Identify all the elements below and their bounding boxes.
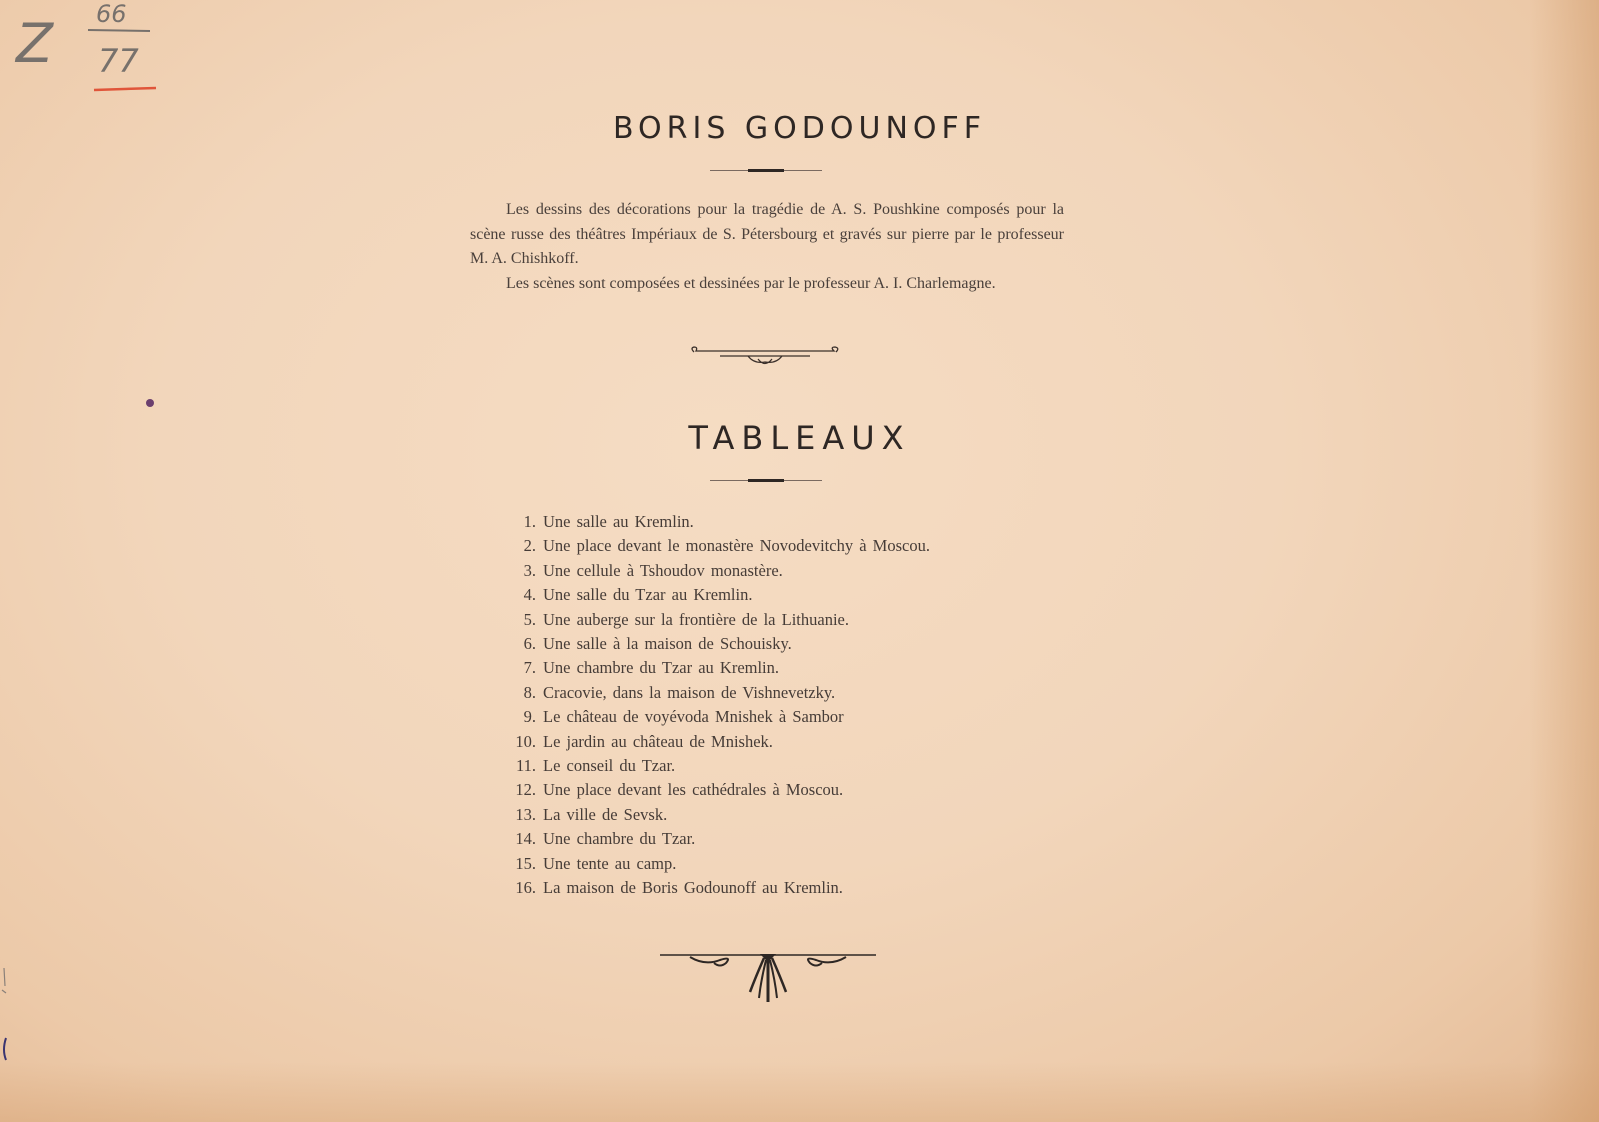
tableau-number: 16. [515, 878, 536, 898]
tableau-item [497, 827, 930, 851]
tableau-item [497, 681, 930, 705]
margin-stamp-fragment [0, 960, 20, 1070]
tableau-title: Cracovie, dans la maison de Vishnevetzky. [543, 682, 836, 702]
page-title: BORIS GODOUNOFF [612, 111, 987, 146]
tableau-number: 4. [523, 585, 536, 605]
tableau-title: Une place devant le monastère Novodevitchy à Moscou. [543, 536, 930, 556]
tableau-number: 15. [515, 853, 536, 873]
tableau-item [497, 876, 930, 900]
shelfmark-bottom: 77 [98, 42, 139, 80]
intro-text [470, 198, 1064, 296]
tableau-title: Une place devant les cathédrales à Moscou. [543, 780, 844, 800]
tableau-number: 9. [523, 707, 536, 727]
tableau-item [497, 754, 930, 778]
tableau-number: 6. [523, 634, 536, 654]
tableau-title: Le château de voyévoda Mnishek à Sambor [543, 707, 844, 727]
tableau-number: 12. [515, 780, 536, 800]
paper-edge-shading [1529, 0, 1599, 1122]
tableau-number: 3. [523, 560, 536, 580]
tableau-title: Une auberge sur la frontière de la Lithuanie. [543, 609, 849, 629]
tableau-item [497, 852, 930, 876]
tableaux-rule [710, 478, 822, 484]
tableau-title: La maison de Boris Godounoff au Kremlin. [543, 878, 843, 898]
tableaux-heading: TABLEAUX [688, 419, 911, 457]
tableau-item [497, 608, 930, 632]
tableau-title: Une chambre du Tzar. [543, 829, 696, 849]
tableau-title: Le conseil du Tzar. [543, 756, 676, 776]
tableaux-list [497, 510, 930, 901]
tableau-item [497, 534, 930, 558]
tableau-title: Une tente au camp. [543, 853, 677, 873]
tableau-item [497, 510, 930, 534]
tableau-title: Une cellule à Tshoudov monastère. [543, 560, 783, 580]
tableau-item [497, 583, 930, 607]
tableau-number: 14. [515, 829, 536, 849]
pencil-shelfmark [8, 0, 168, 100]
scroll-ornament [690, 344, 840, 370]
tableau-item [497, 803, 930, 827]
tableau-number: 13. [515, 804, 536, 824]
tableau-number: 1. [523, 512, 536, 531]
intro-paragraph-2: Les scènes sont composées et dessinées par le professeur A. I. Charlemagne. [506, 274, 996, 292]
tableau-title: La ville de Sevsk. [543, 804, 668, 824]
ink-dot [146, 399, 154, 407]
tableau-number: 5. [523, 609, 536, 629]
tableau-title: Une salle du Tzar au Kremlin. [543, 585, 753, 605]
tableau-title: Une chambre du Tzar au Kremlin. [543, 658, 780, 678]
tableau-number: 10. [515, 731, 536, 751]
tableau-item [497, 778, 930, 802]
fleuron-ornament [660, 950, 876, 1006]
tableau-item [497, 730, 930, 754]
paper-bottom-shading [0, 1062, 1599, 1122]
title-rule [710, 168, 822, 174]
tableau-number: 8. [523, 682, 536, 702]
intro-paragraph-1: Les dessins des décorations pour la tragédie de A. S. Poushkine composés pour la scène russe des théâtres Impériaux de S. Pétersbourg et gravés sur pierre par le professeur M. A. Chishkoff. [470, 201, 1064, 268]
tableau-title: Une salle au Kremlin. [543, 512, 694, 531]
tableau-title: Le jardin au château de Mnishek. [543, 731, 773, 751]
shelfmark-letter: Z [16, 12, 53, 75]
tableau-item [497, 656, 930, 680]
shelfmark-top: 66 [96, 0, 127, 28]
tableau-item [497, 705, 930, 729]
tableau-number: 11. [515, 756, 536, 776]
tableau-item [497, 559, 930, 583]
tableau-number: 7. [523, 658, 536, 678]
tableau-title: Une salle à la maison de Schouisky. [543, 634, 792, 654]
tableau-number: 2. [523, 536, 536, 556]
tableau-item [497, 632, 930, 656]
